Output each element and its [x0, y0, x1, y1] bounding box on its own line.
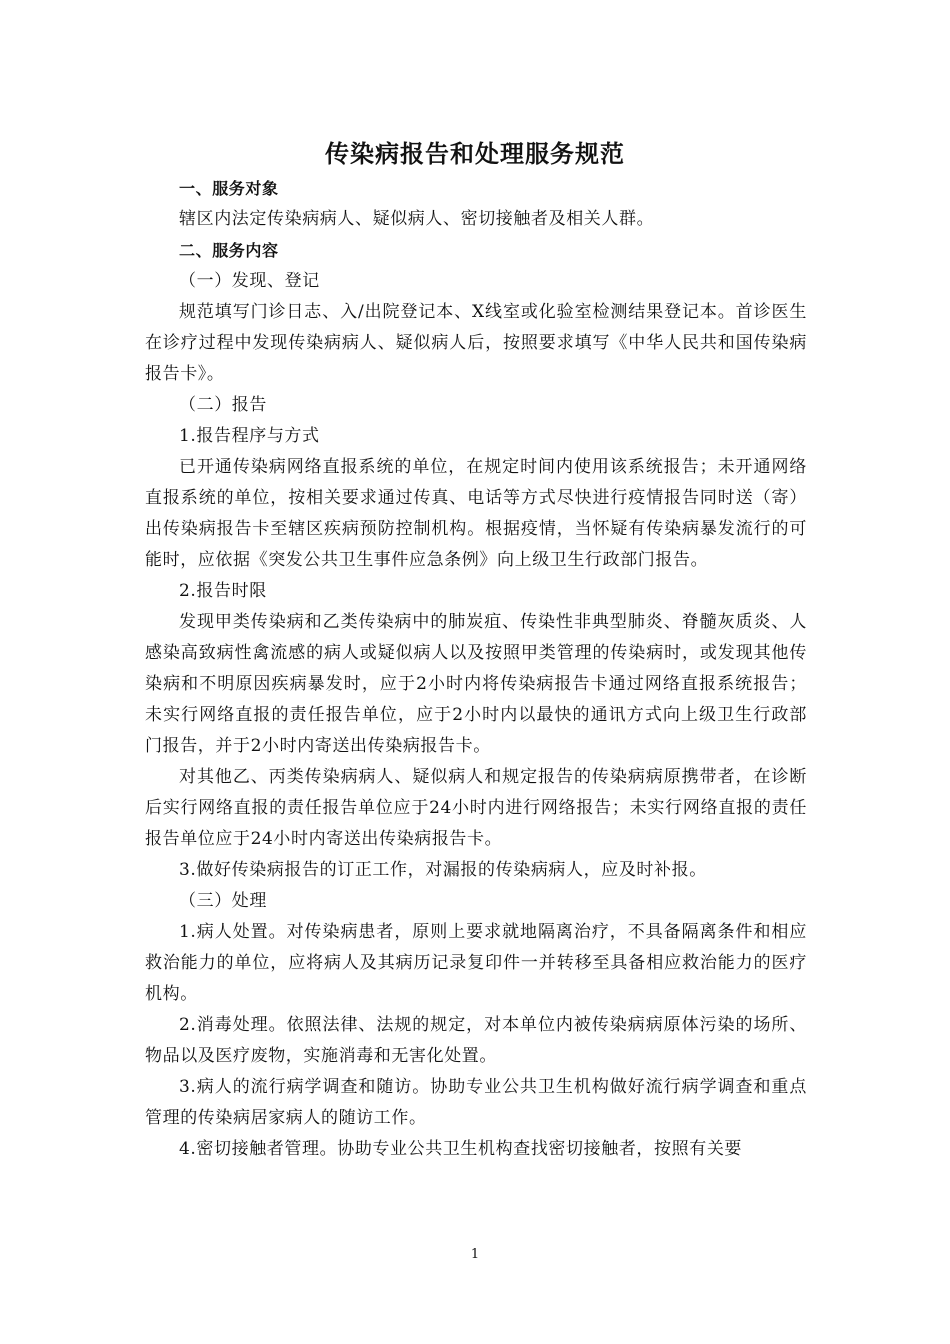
section-heading-service-content: 二、服务内容 [179, 241, 279, 260]
paragraph: 2.消毒处理。依照法律、法规的规定，对本单位内被传染病病原体污染的场所、物品以及医疗废物，实施消毒和无害化处置。 [145, 1015, 807, 1066]
document-title: 传染病报告和处理服务规范 [325, 140, 625, 169]
subsection-heading-handling: （三）处理 [179, 891, 267, 911]
paragraph: 3.病人的流行病学调查和随访。协助专业公共卫生机构做好流行病学调查和重点管理的传染病居家病人的随访工作。 [145, 1077, 807, 1128]
paragraph: 4.密切接触者管理。协助专业公共卫生机构查找密切接触者，按照有关要 [179, 1139, 743, 1159]
paragraph: 对其他乙、丙类传染病病人、疑似病人和规定报告的传染病病原携带者，在诊断后实行网络直报的责任报告单位应于24小时内进行网络报告；未实行网络直报的责任报告单位应于24小时内寄送出传染病报告卡。 [145, 767, 807, 849]
document-body [145, 173, 807, 1165]
paragraph: 辖区内法定传染病病人、疑似病人、密切接触者及相关人群。 [179, 209, 655, 229]
subsection-heading-report: （二）报告 [179, 395, 267, 415]
item-heading-report-time-limit: 2.报告时限 [179, 581, 267, 601]
paragraph: 1.病人处置。对传染病患者，原则上要求就地隔离治疗，不具备隔离条件和相应救治能力的单位，应将病人及其病历记录复印件一并转移至具备相应救治能力的医疗机构。 [145, 922, 807, 1004]
section-heading-service-target: 一、服务对象 [179, 179, 279, 198]
paragraph: 3.做好传染病报告的订正工作，对漏报的传染病病人，应及时补报。 [179, 860, 707, 880]
page-number: 1 [470, 1247, 480, 1262]
item-heading-report-procedure: 1.报告程序与方式 [179, 426, 320, 446]
paragraph: 已开通传染病网络直报系统的单位，在规定时间内使用该系统报告；未开通网络直报系统的单位，按相关要求通过传真、电话等方式尽快进行疫情报告同时送（寄）出传染病报告卡至辖区疾病预防控制机构。根据疫情，当怀疑有传染病暴发流行的可能时，应依据《突发公共卫生事件应急条例》向上级卫生行政部门报告。 [145, 457, 807, 570]
subsection-heading-discovery-registration: （一）发现、登记 [179, 271, 320, 291]
paragraph: 发现甲类传染病和乙类传染病中的肺炭疽、传染性非典型肺炎、脊髓灰质炎、人感染高致病性禽流感的病人或疑似病人以及按照甲类管理的传染病时，或发现其他传染病和不明原因疾病暴发时，应于2小时内将传染病报告卡通过网络直报系统报告；未实行网络直报的责任报告单位，应于2小时内以最快的通讯方式向上级卫生行政部门报告，并于2小时内寄送出传染病报告卡。 [145, 612, 807, 756]
paragraph: 规范填写门诊日志、入/出院登记本、X线室或化验室检测结果登记本。首诊医生在诊疗过程中发现传染病病人、疑似病人后，按照要求填写《中华人民共和国传染病报告卡》。 [145, 302, 807, 384]
